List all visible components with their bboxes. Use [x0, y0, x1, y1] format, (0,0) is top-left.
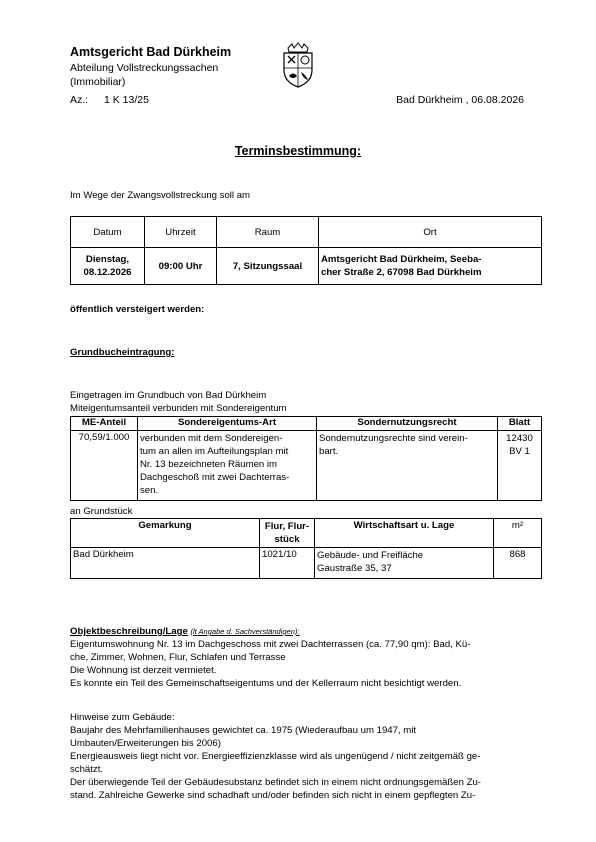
co-ownership-text: Miteigentumsanteil verbunden mit Sondereigentum	[70, 403, 287, 414]
notes-line: Umbauten/Erweiterungen bis 2006)	[70, 738, 221, 749]
text-line: Gaustraße 35, 37	[317, 563, 392, 574]
date-value: 08.12.2026	[83, 267, 132, 278]
notes-line: Hinweise zum Gebäude:	[70, 712, 175, 723]
text-line: BV 1	[509, 446, 530, 457]
header-line: stück	[274, 534, 300, 545]
coat-of-arms-icon	[280, 42, 316, 88]
section-heading-objekt	[70, 625, 299, 638]
date-cell	[71, 248, 145, 285]
column-header: Blatt	[498, 417, 542, 431]
column-header: Sondereigentums-Art	[138, 417, 317, 431]
text-line: Sondernutzungsrechte sind verein-	[319, 433, 468, 444]
column-header: Gemarkung	[71, 519, 260, 548]
text-line: tum an allen im Aufteilungsplan mit	[140, 446, 289, 457]
text-line: sen.	[140, 485, 159, 496]
auction-statement: öffentlich versteigert werden:	[70, 304, 205, 315]
column-header: Raum	[217, 217, 319, 248]
file-number-label: Az.:	[70, 94, 89, 106]
date-weekday: Dienstag,	[85, 254, 130, 265]
column-header: ME-Anteil	[71, 417, 138, 431]
column-header: Uhrzeit	[145, 217, 217, 248]
notes-line: stand. Zahlreiche Gewerke sind schadhaft und/oder befinden sich nicht in einem gepflegten Zu-	[70, 790, 476, 801]
department-line: (Immobiliar)	[70, 76, 126, 88]
heading-note: (lt Angabe d. Sachverständigen):	[190, 627, 300, 636]
area-cell: 868	[494, 548, 542, 579]
description-line: Die Wohnung ist derzeit vermietet.	[70, 665, 217, 676]
text-line: verbunden mit dem Sondereigen-	[140, 433, 283, 444]
notes-line: Der überwiegende Teil der Gebäudesubstanz befindet sich in einem nicht ordnungsgemäßen Zu-	[70, 777, 482, 788]
place-date: Bad Dürkheim , 06.08.2026	[396, 94, 524, 106]
place-line: cher Straße 2, 67098 Bad Dürkheim	[321, 267, 482, 278]
header-line: Flur, Flur-	[264, 521, 310, 532]
notes-line: Baujahr des Mehrfamilienhauses gewichtet ca. 1975 (Wiederaufbau um 1947, mit	[70, 725, 417, 736]
description-line: Eigentumswohnung Nr. 13 im Dachgeschoss mit zwei Dachterrassen (ca. 77,90 qm): Bad, Kü-	[70, 639, 471, 650]
room-cell: 7, Sitzungssaal	[217, 248, 319, 285]
text-line: Gebäude- und Freifläche	[317, 550, 424, 561]
intro-text: Im Wege der Zwangsvollstreckung soll am	[70, 190, 251, 201]
property-type-cell	[138, 431, 317, 501]
text-line: Dachgeschoß mit zwei Dachterras-	[140, 472, 290, 483]
page-title: Terminsbestimmung:	[234, 144, 362, 158]
notes-block	[70, 711, 481, 802]
column-header: Sondernutzungsrecht	[317, 417, 498, 431]
text-line: Nr. 13 bezeichneten Räumen im	[140, 459, 278, 470]
registry-text: Eingetragen im Grundbuch von Bad Dürkheim	[70, 390, 267, 401]
column-header: Ort	[319, 217, 542, 248]
description-block	[70, 638, 470, 690]
court-name: Amtsgericht Bad Dürkheim	[70, 45, 232, 59]
land-plot-label: an Grundstück	[70, 506, 133, 517]
share-cell: 70,59/1.000	[71, 431, 138, 501]
notes-line: Energieausweis liegt nicht vor. Energieeffizienzklasse wird als ungenügend / nicht zeitgemäß ge-	[70, 751, 481, 762]
land-use-cell	[315, 548, 494, 579]
text-line: 12430	[506, 433, 533, 444]
district-cell: Bad Dürkheim	[71, 548, 260, 579]
column-header: m²	[494, 519, 542, 548]
section-heading-grundbuch: Grundbucheintragung:	[70, 347, 175, 358]
text-line: bart.	[319, 446, 339, 457]
column-header	[260, 519, 315, 548]
sheet-cell	[498, 431, 542, 501]
column-header: Datum	[71, 217, 145, 248]
department-line: Abteilung Vollstreckungssachen	[70, 62, 219, 74]
appointment-table	[70, 216, 542, 285]
column-header: Wirtschaftsart u. Lage	[315, 519, 494, 548]
place-cell	[319, 248, 542, 285]
usage-right-cell	[317, 431, 498, 501]
notes-line: schätzt.	[70, 764, 104, 775]
parcel-cell: 1021/10	[260, 548, 315, 579]
description-line: Es konnte ein Teil des Gemeinschaftseigentums und der Kellerraum nicht besichtigt werden.	[70, 678, 462, 689]
file-number: 1 K 13/25	[104, 94, 149, 106]
time-cell: 09:00 Uhr	[145, 248, 217, 285]
land-plot-table	[70, 518, 542, 579]
heading-text: Objektbeschreibung/Lage	[70, 626, 188, 637]
description-line: che, Zimmer, Wohnen, Flur, Schlafen und Terrasse	[70, 652, 286, 663]
place-line: Amtsgericht Bad Dürkheim, Seeba-	[321, 254, 482, 265]
ownership-table	[70, 416, 542, 501]
